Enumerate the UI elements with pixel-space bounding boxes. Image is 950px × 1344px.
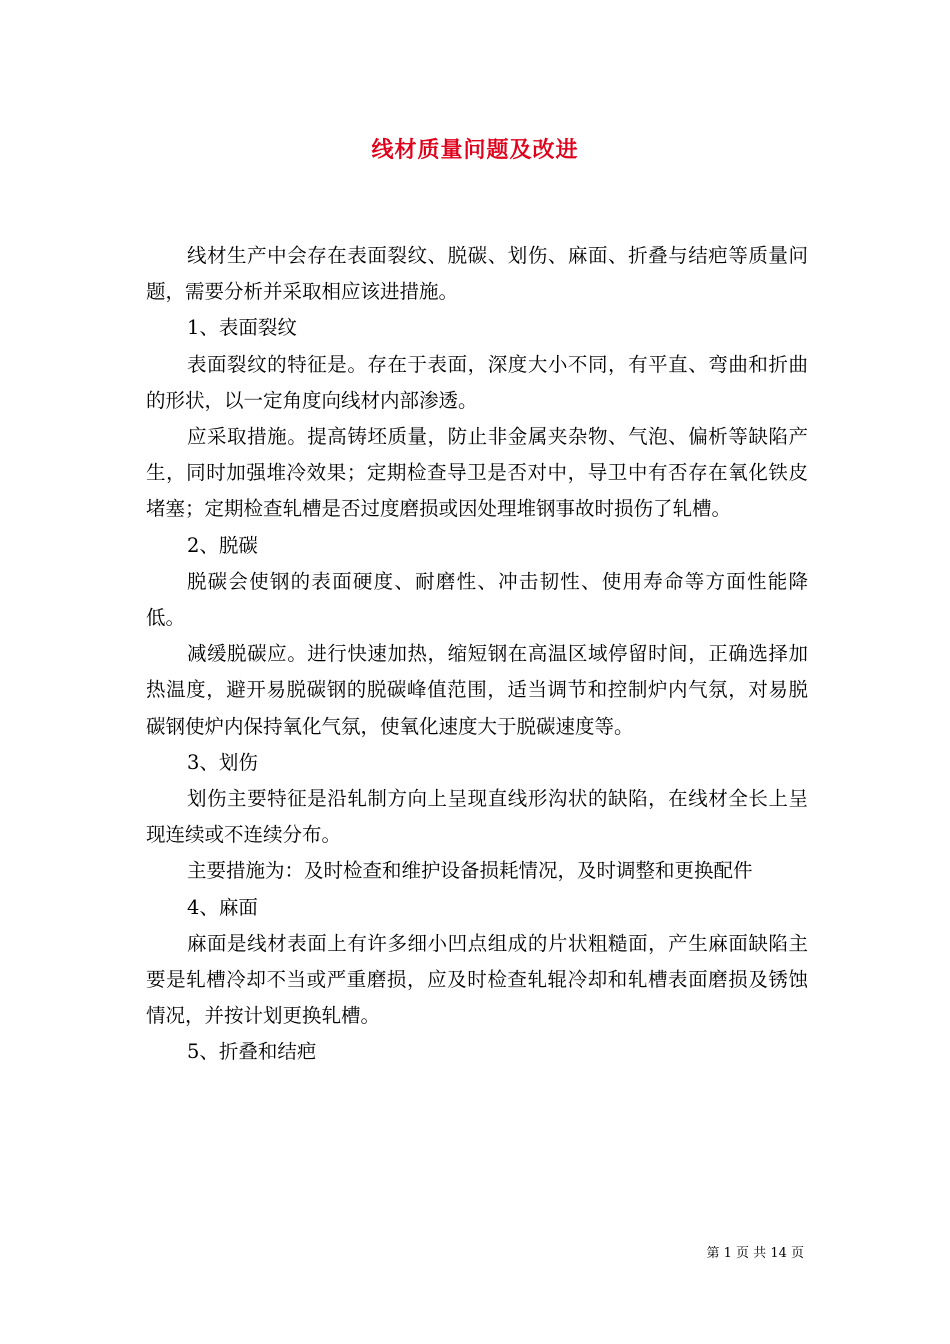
intro-paragraph: 线材生产中会存在表面裂纹、脱碳、划伤、麻面、折叠与结疤等质量问题，需要分析并采取相应该进措施。 [146,244,808,304]
section-heading-surface-cracks: 1、表面裂纹 [186,316,297,340]
document-title: 线材质量问题及改进 [371,137,579,163]
pitting-paragraph: 麻面是线材表面上有许多细小凹点组成的片状粗糙面，产生麻面缺陷主要是轧槽冷却不当或严重磨损，应及时检查轧辊冷却和轧槽表面磨损及锈蚀情况，并按计划更换轧槽。 [146,931,808,1028]
surface-cracks-measures-paragraph: 应采取措施。提高铸坯质量，防止非金属夹杂物、气泡、偏析等缺陷产生，同时加强堆冷效果；定期检查导卫是否对中，导卫中有否存在氧化铁皮堵塞；定期检查轧槽是否过度磨损或因处理堆钢事故时损伤了轧槽。 [146,425,808,521]
surface-cracks-feature-paragraph: 表面裂纹的特征是。存在于表面，深度大小不同，有平直、弯曲和折曲的形状，以一定角度向线材内部渗透。 [146,352,808,412]
decarburization-effect-paragraph: 脱碳会使钢的表面硬度、耐磨性、冲击韧性、使用寿命等方面性能降低。 [146,569,808,630]
section-heading-decarburization: 2、脱碳 [186,533,258,557]
scratches-measures-paragraph: 主要措施为：及时检查和维护设备损耗情况，及时调整和更换配件 [186,859,753,883]
page-number-footer: 第 1 页 共 14 页 [706,1246,804,1261]
section-heading-pitting: 4、麻面 [186,895,258,919]
document-body [146,238,808,1071]
section-heading-folds-scabs: 5、折叠和结疤 [186,1040,317,1064]
section-heading-scratches: 3、划伤 [186,750,258,774]
scratches-feature-paragraph: 划伤主要特征是沿轧制方向上呈现直线形沟状的缺陷，在线材全长上呈现连续或不连续分布。 [146,787,808,847]
decarburization-measures-paragraph: 减缓脱碳应。进行快速加热，缩短钢在高温区域停留时间，正确选择加热温度，避开易脱碳钢的脱碳峰值范围，适当调节和控制炉内气氛，对易脱碳钢使炉内保持氧化气氛，使氧化速度大于脱碳速度等。 [146,642,808,738]
